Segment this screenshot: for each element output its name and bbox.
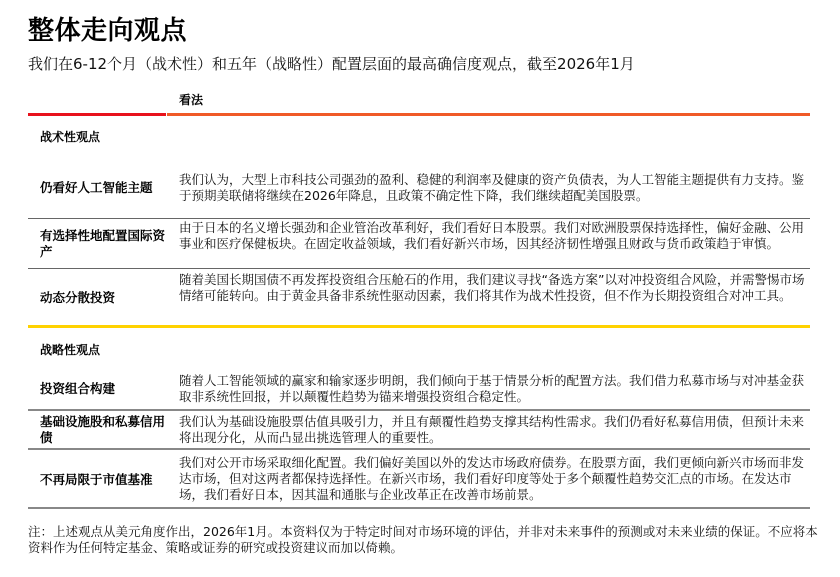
row-divider [28,268,810,269]
row-label: 不再局限于市值基准 [40,472,153,487]
row-text: 随着人工智能领域的赢家和输家逐步明朗，我们倾向于基于情景分析的配置方法。我们借力私募市场与对冲基金获取非系统性回报，并以颠覆性趋势为锚来增强投资组合稳定性。 [179,373,805,404]
row-text: 我们对公开市场采取细化配置。我们偏好美国以外的发达市场政府债券。在股票方面，我们更倾向新兴市场而非发达市场，但对这两者都保持选择性。在新兴市场，我们看好印度等处于多个颠覆性趋势交汇点的市场。在发达市场，我们看好日本，因其温和通胀与企业改革正在改善市场前景。 [179,455,805,502]
section-label-tactical: 战术性观点 [40,130,101,144]
row-label: 动态分散投资 [40,290,116,305]
footnote: 注：上述观点从美元角度作出，2026年1月。本资料仅为于特定时间对市场环境的评估，并非对未来事件的预测或对未来业绩的保证。不应将本资料作为任何特定基金、策略或证券的研究或投资建议而加以倚赖。 [28,524,818,555]
row-label: 仍看好人工智能主题 [40,180,153,195]
page-subtitle: 我们在6-12个月（战术性）和五年（战略性）配置层面的最高确信度观点，截至2026年1月 [28,55,635,73]
row-label: 基础设施股和私募信用债 [40,414,166,445]
row-text: 随着美国长期国债不再发挥投资组合压舱石的作用，我们建议寻找“备选方案”以对冲投资组合风险，并需警惕市场情绪可能转向。由于黄金具备非系统性驱动因素，我们将其作为战术性投资，但不作为长期投资组合对冲工具。 [179,272,805,303]
row-label: 投资组合构建 [40,381,116,396]
row-divider [28,448,810,450]
row-text: 我们认为基础设施股票估值具吸引力，并且有颠覆性趋势支撑其结构性需求。我们仍看好私募信用债，但预计未来将出现分化，从而凸显出挑选管理人的重要性。 [179,414,805,445]
page-title: 整体走向观点 [28,16,188,46]
section-divider-yellow [28,325,810,328]
section-label-strategic: 战略性观点 [40,343,101,357]
row-divider [28,409,810,411]
row-divider [28,218,810,219]
header-rule-red [28,113,166,116]
row-divider [28,507,810,509]
header-rule-orange [167,113,810,116]
row-label: 有选择性地配置国际资产 [40,228,166,259]
row-text: 由于日本的名义增长强劲和企业管治改革利好，我们看好日本股票。我们对欧洲股票保持选择性，偏好金融、公用事业和医疗保健板块。在固定收益领域，我们看好新兴市场，因其经济韧性增强且财政与货币政策趋于审慎。 [179,220,805,251]
column-header-views: 看法 [179,93,204,107]
row-text: 我们认为，大型上市科技公司强劲的盈利、稳健的利润率及健康的资产负债表，为人工智能主题提供有力支持。鉴于预期美联储将继续在2026年降息，且政策不确定性下降，我们继续超配美国股票。 [179,172,805,203]
